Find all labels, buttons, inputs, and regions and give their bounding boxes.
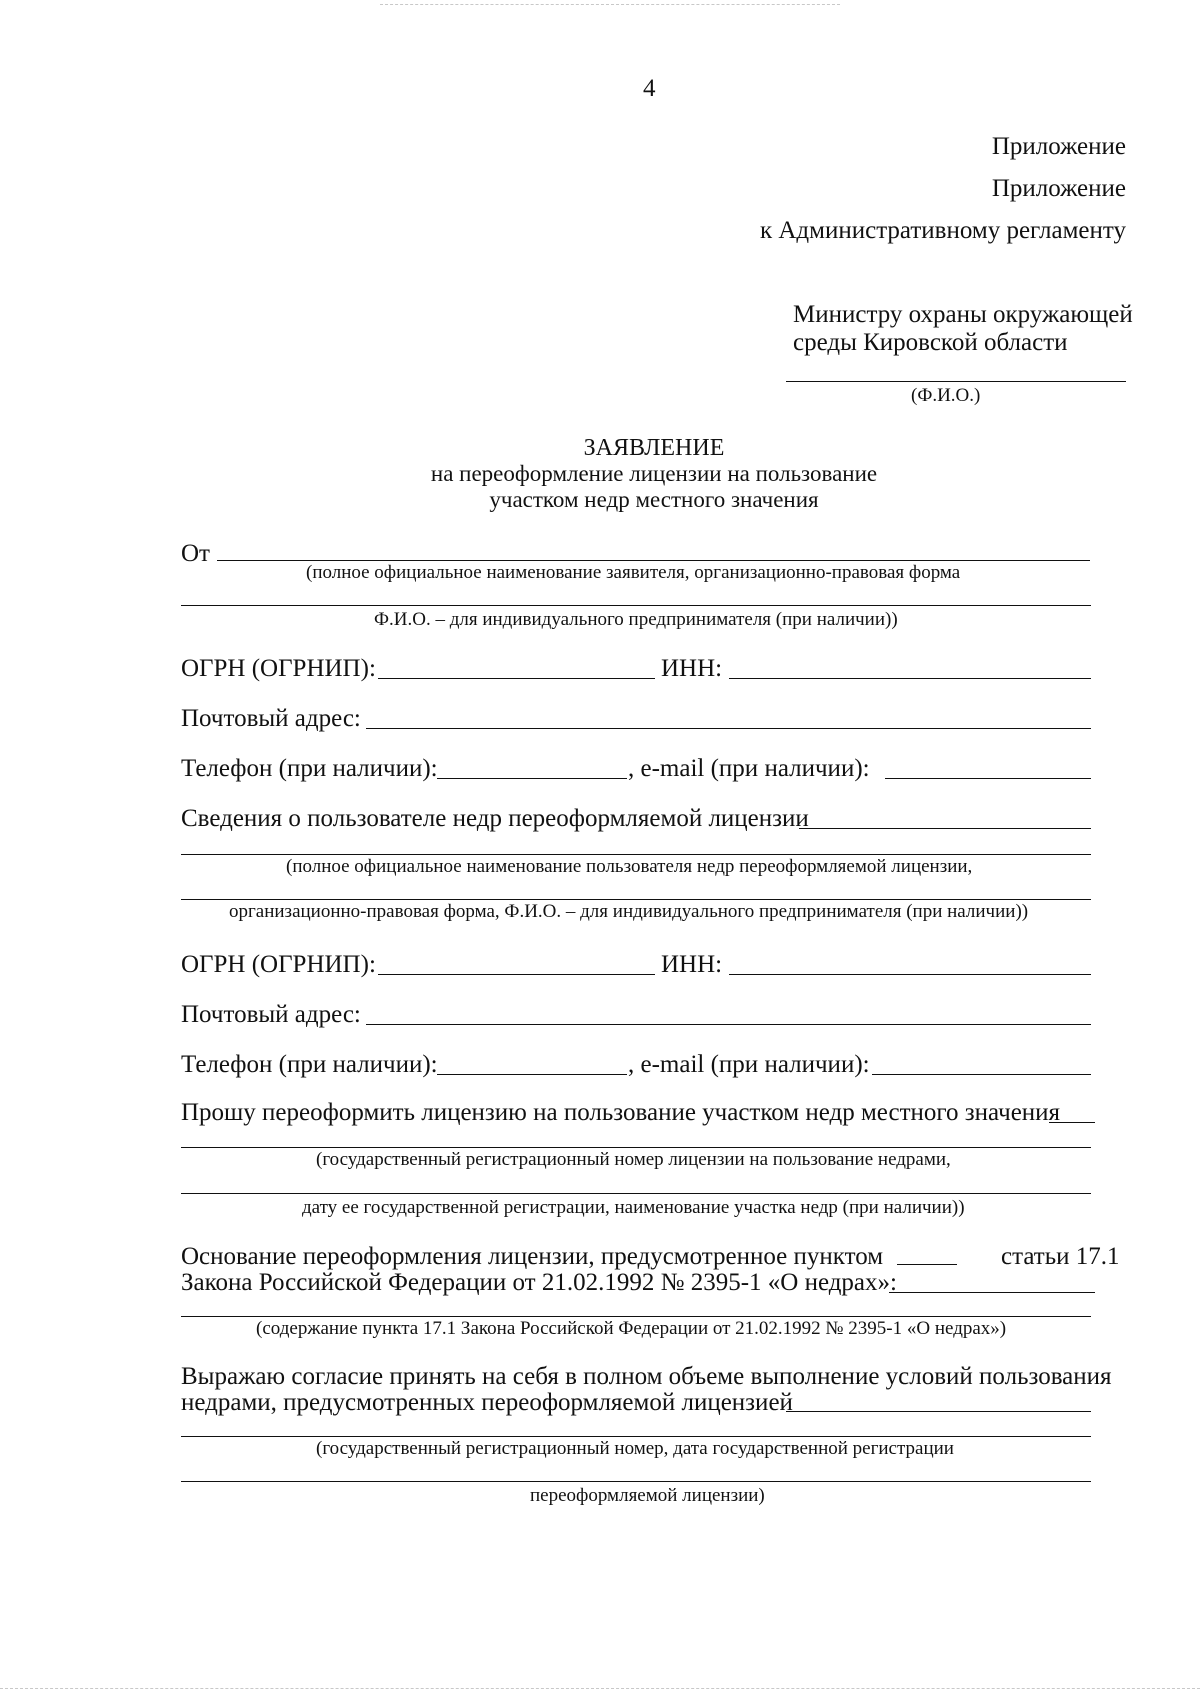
basis-article-label: статьи 17.1 [1001, 1243, 1120, 1270]
minister-fio-field[interactable] [786, 381, 1126, 382]
licensee-phone-label: Телефон (при наличии): [181, 1051, 438, 1078]
applicant-ogrn-label: ОГРН (ОГРНИП): [181, 655, 376, 682]
licensee-email-label: , e-mail (при наличии): [628, 1051, 870, 1078]
basis-point-field[interactable] [897, 1264, 957, 1265]
consent-license-field-2[interactable] [181, 1436, 1091, 1437]
licensee-caption-1: (полное официальное наименование пользователя недр переоформляемой лицензии, [286, 856, 973, 877]
basis-content-field-2[interactable] [181, 1316, 1091, 1317]
applicant-phone-label: Телефон (при наличии): [181, 755, 438, 782]
licensee-name-field-2[interactable] [181, 854, 1091, 855]
request-caption-1: (государственный регистрационный номер лицензии на пользование недрами, [316, 1149, 951, 1170]
request-license-field-3[interactable] [181, 1193, 1091, 1194]
applicant-name-field[interactable] [217, 560, 1090, 561]
appendix-label-2: Приложение [991, 175, 1126, 202]
applicant-phone-field[interactable] [437, 778, 627, 779]
request-license-field-2[interactable] [181, 1147, 1091, 1148]
licensee-name-field-3[interactable] [181, 899, 1091, 900]
consent-caption-1: (государственный регистрационный номер, дата государственной регистрации [316, 1438, 954, 1459]
request-license-field[interactable] [1049, 1122, 1095, 1123]
addressee-line-2: среды Кировской области [793, 329, 1068, 356]
licensee-email-field[interactable] [872, 1074, 1091, 1075]
scan-artifact-line-bottom [0, 1688, 1200, 1689]
applicant-caption-1: (полное официальное наименование заявителя, организационно-правовая форма [306, 562, 961, 583]
applicant-inn-label: ИНН: [661, 655, 723, 682]
consent-line-2: недрами, предусмотренных переоформляемой лицензией [181, 1389, 793, 1416]
basis-caption: (содержание пункта 17.1 Закона Российской Федерации от 21.02.1992 № 2395-1 «О недрах») [256, 1318, 1007, 1339]
applicant-caption-2: Ф.И.О. – для индивидуального предпринимателя (при наличии)) [374, 609, 898, 630]
consent-license-field-3[interactable] [181, 1481, 1091, 1482]
applicant-email-field[interactable] [885, 778, 1091, 779]
licensee-name-field[interactable] [799, 828, 1091, 829]
page-number: 4 [643, 75, 656, 102]
appendix-reference: к Административному регламенту [759, 217, 1126, 244]
basis-line-1: Основание переоформления лицензии, предусмотренное пунктом [181, 1243, 884, 1270]
appendix-label: Приложение [991, 133, 1126, 160]
licensee-ogrn-field[interactable] [378, 974, 655, 975]
consent-caption-2: переоформляемой лицензии) [530, 1485, 765, 1506]
basis-line-2: Закона Российской Федерации от 21.02.1992 № 2395-1 «О недрах»: [181, 1269, 897, 1296]
document-subtitle-1: на переоформление лицензии на пользование [430, 461, 878, 486]
licensee-address-label: Почтовый адрес: [181, 1001, 361, 1028]
consent-line-1: Выражаю согласие принять на себя в полном объеме выполнение условий пользования [181, 1363, 1112, 1390]
document-subtitle-2: участком недр местного значения [489, 487, 819, 512]
licensee-address-field[interactable] [366, 1024, 1091, 1025]
applicant-address-label: Почтовый адрес: [181, 705, 361, 732]
fio-caption: (Ф.И.О.) [911, 385, 981, 406]
applicant-ogrn-field[interactable] [378, 678, 655, 679]
licensee-inn-field[interactable] [729, 974, 1091, 975]
basis-content-field[interactable] [889, 1292, 1095, 1293]
licensee-inn-label: ИНН: [661, 951, 723, 978]
document-title: ЗАЯВЛЕНИЕ [583, 435, 725, 461]
licensee-ogrn-label: ОГРН (ОГРНИП): [181, 951, 376, 978]
request-caption-2: дату ее государственной регистрации, наименование участка недр (при наличии)) [302, 1197, 965, 1218]
request-text: Прошу переоформить лицензию на пользование участком недр местного значения [181, 1099, 1061, 1126]
applicant-name-field-2[interactable] [181, 605, 1091, 606]
licensee-caption-2: организационно-правовая форма, Ф.И.О. – для индивидуального предпринимателя (при наличии)) [229, 901, 1029, 922]
consent-license-field[interactable] [786, 1411, 1091, 1412]
applicant-email-label: , e-mail (при наличии): [628, 755, 870, 782]
scan-artifact-line [380, 4, 840, 5]
licensee-info-label: Сведения о пользователе недр переоформляемой лицензии [181, 805, 809, 832]
from-label: От [181, 540, 210, 567]
licensee-phone-field[interactable] [437, 1074, 627, 1075]
addressee-line-1: Министру охраны окружающей [793, 301, 1133, 328]
applicant-inn-field[interactable] [729, 678, 1091, 679]
applicant-address-field[interactable] [366, 728, 1091, 729]
